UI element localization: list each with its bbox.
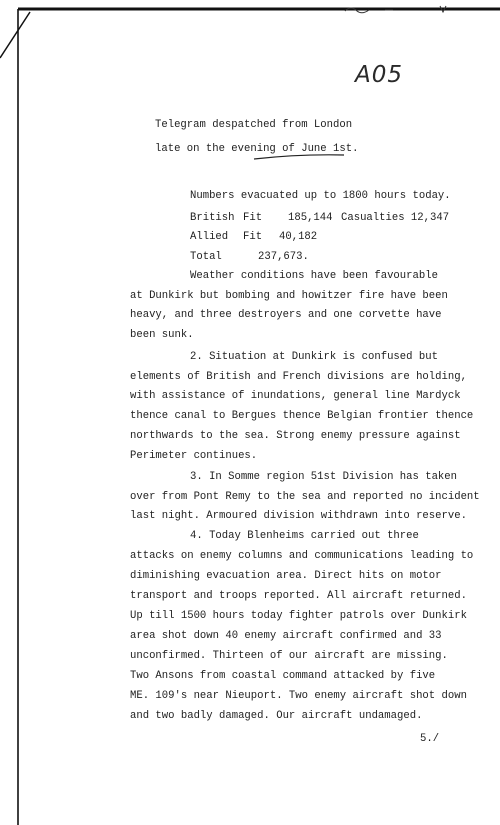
figures-kind: Fit — [243, 212, 263, 224]
handwritten-underline — [254, 155, 344, 159]
paragraph-2-line: Perimeter continues. — [130, 450, 258, 462]
figures-label: Allied — [190, 231, 229, 243]
paragraph-4-line: Two Ansons from coastal command attacked by five — [130, 670, 436, 682]
corner-diagonal-line — [0, 12, 30, 58]
paragraph-2-line: 2. Situation at Dunkirk is confused but — [190, 351, 438, 363]
paragraph-2-line: thence canal to Bergues thence Belgian frontier thence — [130, 410, 474, 422]
paragraph-4-line: and two badly damaged. Our aircraft undamaged. — [130, 710, 423, 722]
paragraph-3-line: over from Pont Remy to the sea and reported no incident — [130, 491, 480, 503]
paragraph-4-line: unconfirmed. Thirteen of our aircraft are missing. — [130, 650, 448, 662]
paragraph-4-line: Up till 1500 hours today fighter patrols over Dunkirk — [130, 610, 467, 622]
paragraph-4-line: attacks on enemy columns and communications leading to — [130, 550, 474, 562]
paragraph-1-line: Weather conditions have been favourable — [190, 270, 438, 282]
paragraph-4-line: area shot down 40 enemy aircraft confirmed and 33 — [130, 630, 442, 642]
page-continuation: 5./ — [420, 733, 440, 745]
paragraph-1-line: heavy, and three destroyers and one corvette have — [130, 309, 442, 321]
paragraph-4-line: 4. Today Blenheims carried out three — [190, 530, 419, 542]
paragraph-4-line: transport and troops reported. All aircraft returned. — [130, 590, 467, 602]
figures-value: 40,182 — [279, 231, 318, 243]
figures-value: 237,673. — [258, 251, 309, 263]
paragraph-1-line: at Dunkirk but bombing and howitzer fire have been — [130, 290, 448, 302]
header-line-1: Telegram despatched from London — [155, 119, 353, 131]
paragraph-2-line: northwards to the sea. Strong enemy pressure against — [130, 430, 461, 442]
paragraph-1-line: been sunk. — [130, 329, 194, 341]
paragraph-4-line: ME. 109's near Nieuport. Two enemy aircraft shot down — [130, 690, 467, 702]
header-line-2: late on the evening of June 1st. — [155, 143, 359, 155]
figures-kind: Fit — [243, 231, 263, 243]
paragraph-2-line: with assistance of inundations, general line Mardyck — [130, 390, 461, 402]
paragraph-3-line: 3. In Somme region 51st Division has taken — [190, 471, 458, 483]
figures-label: British — [190, 212, 235, 224]
handwritten-reference: A05 — [355, 62, 404, 88]
figures-label: Total — [190, 251, 222, 263]
paragraph-4-line: diminishing evacuation area. Direct hits on motor — [130, 570, 442, 582]
paragraph-3-line: last night. Armoured division withdrawn into reserve. — [130, 510, 467, 522]
figures-extra: Casualties 12,347 — [341, 212, 450, 224]
figures-intro: Numbers evacuated up to 1800 hours today. — [190, 190, 451, 202]
paragraph-2-line: elements of British and French divisions are holding, — [130, 371, 467, 383]
figures-value: 185,144 — [288, 212, 333, 224]
